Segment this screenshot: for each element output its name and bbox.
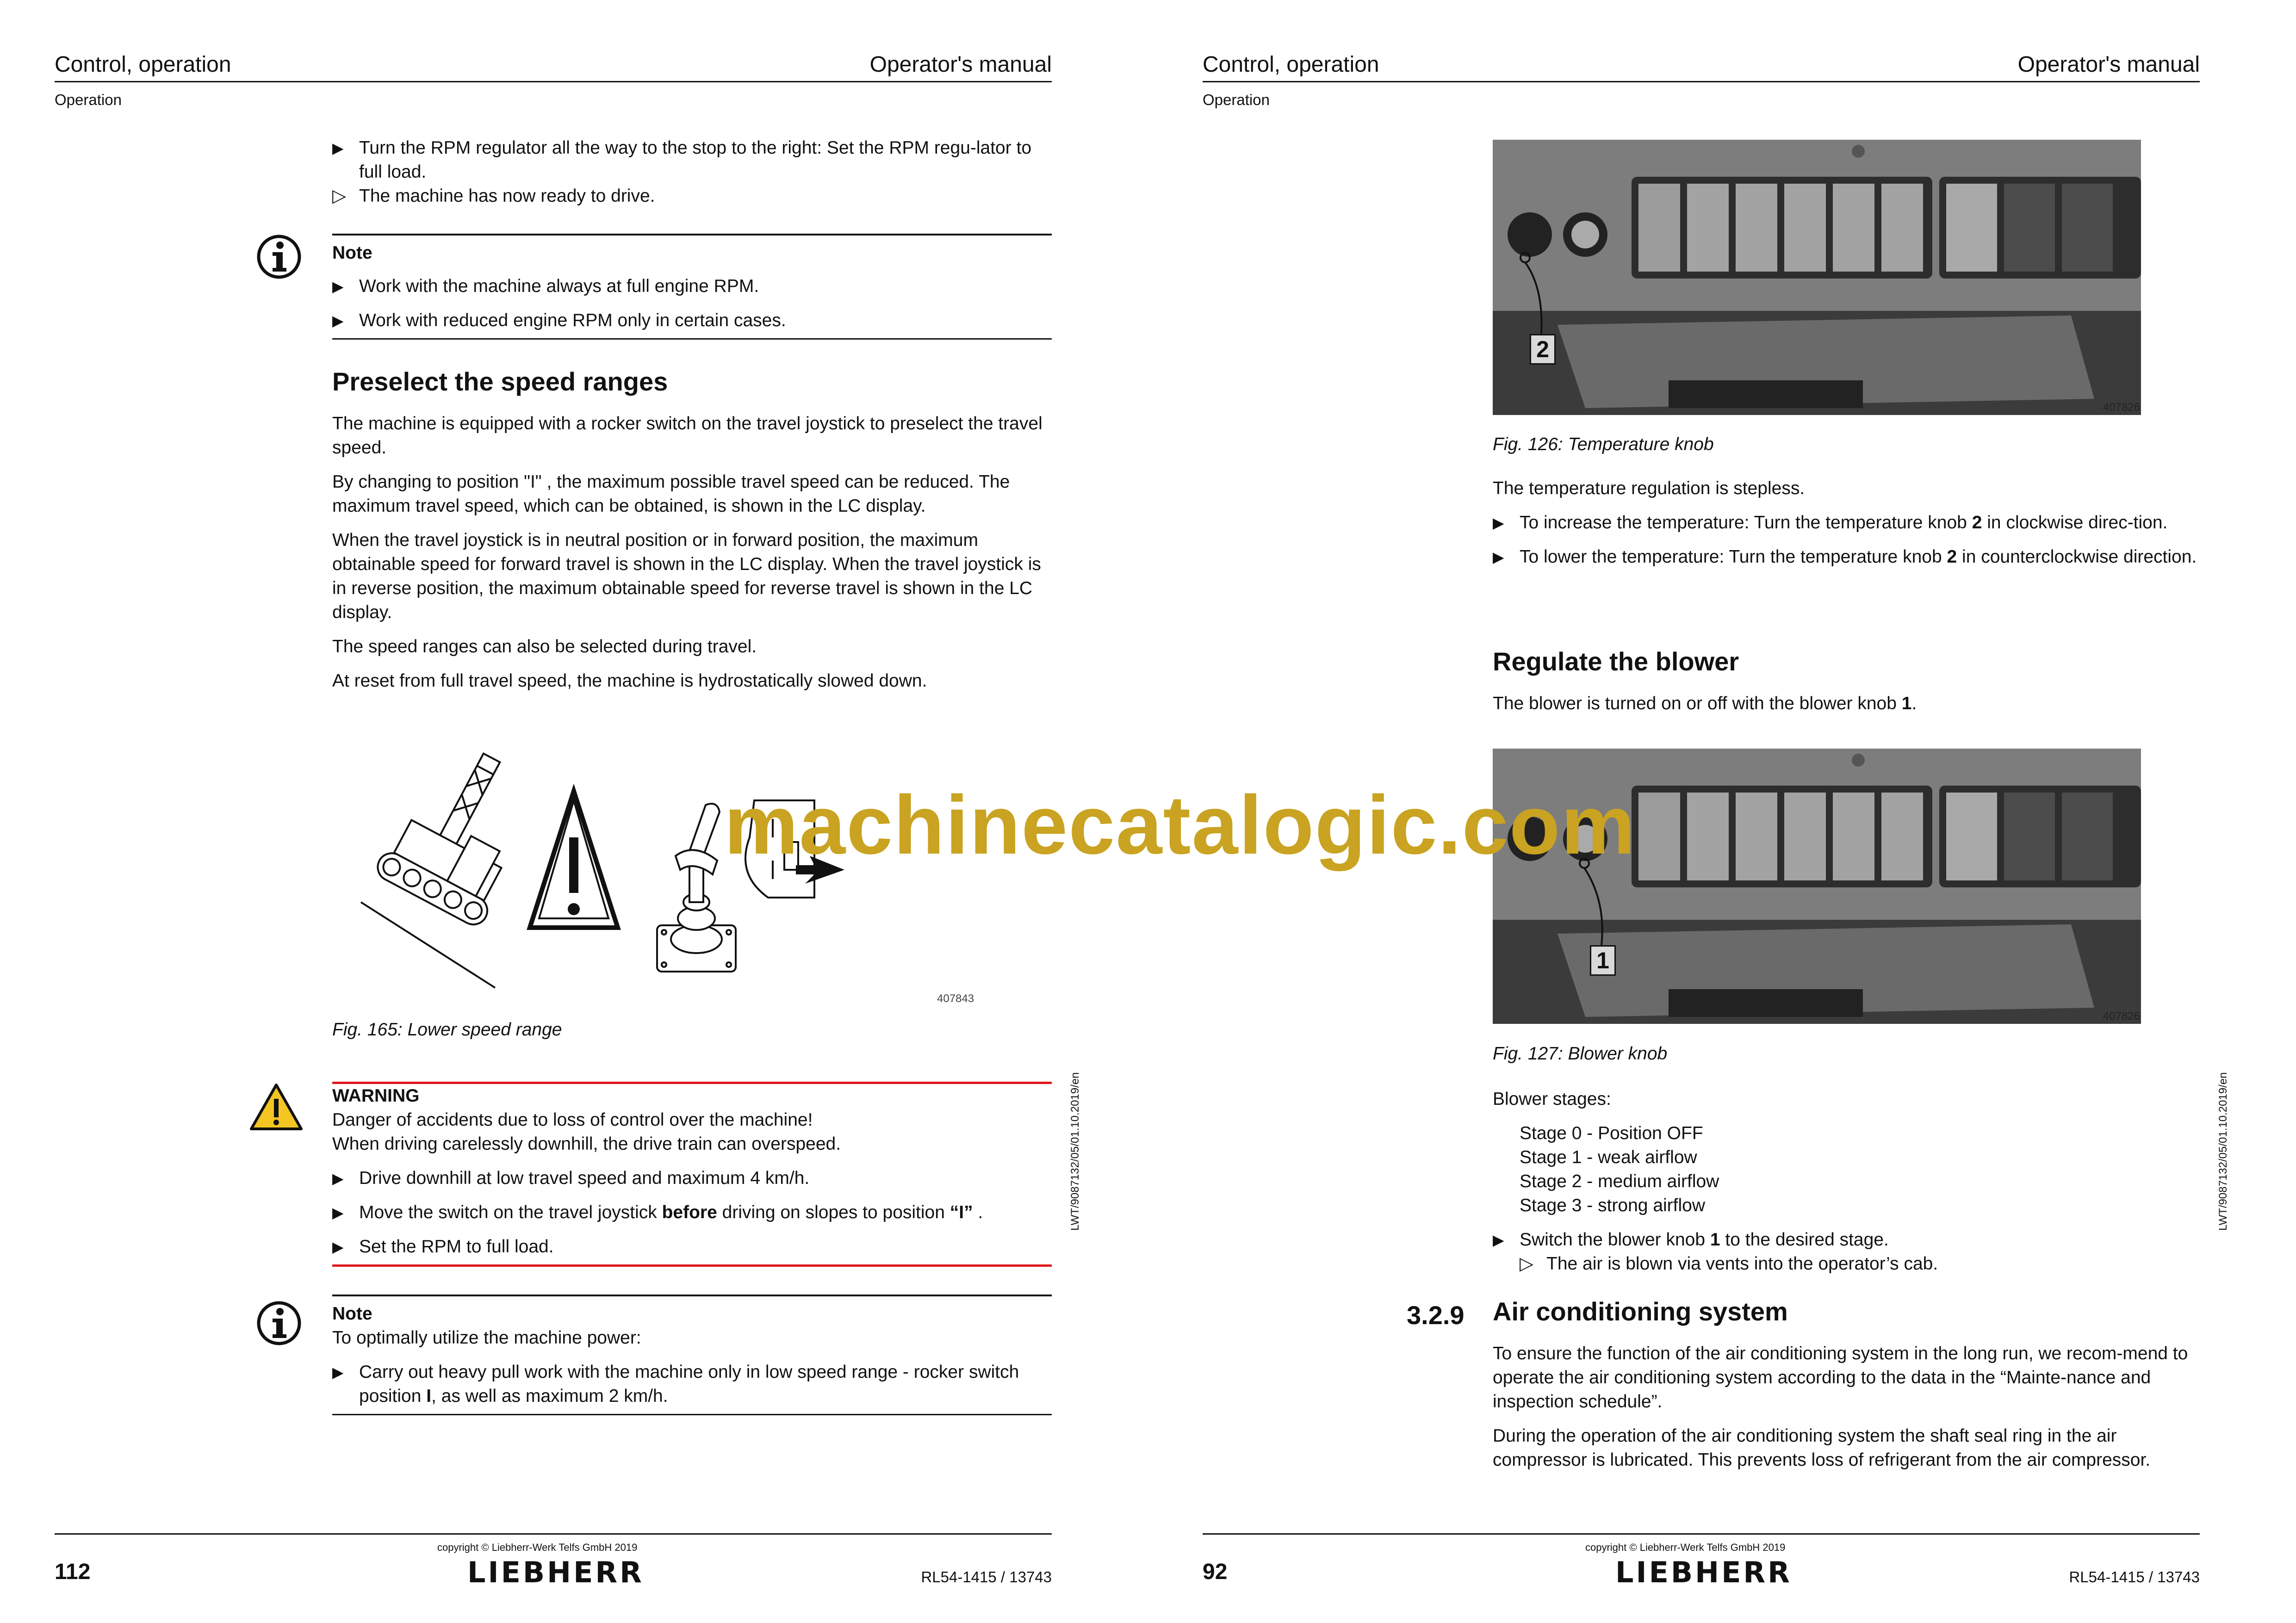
- figure-number: 407826: [2103, 401, 2140, 414]
- note-title: Note: [332, 243, 372, 263]
- document-code-vertical: LWT/9087132/05/01.10.2019/en: [2217, 1072, 2229, 1231]
- temperature-knob-photo: [1493, 140, 2141, 415]
- paragraph: At reset from full travel speed, the machine is hydrostatically slowed down.: [332, 671, 927, 691]
- warning-icon: [249, 1083, 304, 1131]
- warning-bullet: ▶ Set the RPM to full load.: [332, 1235, 1052, 1259]
- page-number: 112: [55, 1560, 91, 1584]
- result-arrow-icon: ▷: [1520, 1254, 1533, 1274]
- note-divider: [332, 1414, 1052, 1415]
- note-bullet: ▶ Work with reduced engine RPM only in certain cases.: [332, 309, 1052, 333]
- bullet-arrow-icon: ▶: [332, 1364, 344, 1381]
- document-code: RL54-1415 / 13743: [2069, 1568, 2200, 1586]
- header-title: Control, operation: [55, 52, 231, 77]
- note-box-2: [332, 1295, 1052, 1421]
- section-title: Preselect the speed ranges: [332, 367, 668, 396]
- paragraph: The temperature regulation is stepless.: [1493, 478, 1805, 498]
- stage-item: Stage 2 - medium airflow: [1520, 1171, 1719, 1191]
- bullet-arrow-icon: ▶: [1493, 1232, 1504, 1248]
- header-right: Operator's manual: [2017, 52, 2200, 77]
- figure-caption: Fig. 165: Lower speed range: [332, 1020, 562, 1040]
- section-title: Air conditioning system: [1493, 1297, 1788, 1326]
- liebherr-logo: LIEBHERR: [467, 1555, 644, 1589]
- stage-item: Stage 1 - weak airflow: [1520, 1147, 1697, 1167]
- instruction-result: ▷ The air is blown via vents into the operator’s cab.: [1520, 1252, 2212, 1276]
- bullet-arrow-icon: ▶: [332, 278, 344, 295]
- header-right: Operator's manual: [869, 52, 1052, 77]
- info-icon: [256, 1300, 302, 1346]
- callout-line: [1493, 140, 1585, 339]
- stages-title: Blower stages:: [1493, 1089, 1611, 1109]
- footer-divider: [55, 1533, 1052, 1535]
- blower-stages: [1493, 1087, 2212, 1276]
- header-divider: [1203, 81, 2200, 82]
- callout-label: 1: [1590, 945, 1616, 976]
- paragraph: The machine is equipped with a rocker switch on the travel joystick to preselect the travel speed.: [332, 414, 1043, 458]
- stage-item: Stage 3 - strong airflow: [1520, 1196, 1706, 1215]
- paragraph: The speed ranges can also be selected during travel.: [332, 637, 757, 657]
- paragraph: The blower is turned on or off with the blower knob 1.: [1493, 694, 1917, 713]
- watermark: machinecatalogic.com: [724, 779, 1636, 872]
- paragraph: When the travel joystick is in neutral position or in forward position, the maximum obtainable speed for forward travel is shown in the LC display. When the travel joystick is in reverse position, the maximum obtainable speed for reverse travel is shown in the LC display.: [332, 530, 1041, 622]
- note-divider: [332, 1295, 1052, 1296]
- speed-ranges-section: [332, 365, 1052, 703]
- figure-caption: Fig. 127: Blower knob: [1493, 1044, 1668, 1064]
- page-number: 92: [1203, 1560, 1228, 1584]
- info-icon: [256, 234, 302, 280]
- blower-section: [1493, 645, 2212, 726]
- warning-box: [332, 1082, 1052, 1267]
- stage-item: Stage 0 - Position OFF: [1520, 1123, 1703, 1143]
- subheader: Operation: [1203, 91, 1270, 108]
- subheader: Operation: [55, 91, 122, 108]
- warning-title: WARNING: [332, 1086, 420, 1106]
- note-bullet: ▶ Carry out heavy pull work with the machine only in low speed range - rocker switch position I, as well as maximum 2 km/h.: [332, 1360, 1052, 1408]
- instruction-bullet: ▶ To increase the temperature: Turn the temperature knob 2 in clockwise direc-tion.: [1493, 511, 2212, 535]
- document-code: RL54-1415 / 13743: [921, 1568, 1052, 1586]
- callout-label: 2: [1530, 334, 1556, 365]
- bullet-arrow-icon: ▶: [332, 1204, 344, 1221]
- bullet-arrow-icon: ▶: [332, 1239, 344, 1255]
- instruction-result: ▷ The machine has now ready to drive.: [332, 184, 1052, 208]
- temperature-section: [1493, 477, 2212, 579]
- warning-divider: [332, 1264, 1052, 1267]
- figure-caption: Fig. 126: Temperature knob: [1493, 434, 1714, 454]
- bullet-arrow-icon: ▶: [332, 312, 344, 329]
- paragraph: By changing to position "I" , the maximum possible travel speed can be reduced. The maximum travel speed, which can be obtained, is shown in the LC display.: [332, 472, 1010, 516]
- top-instructions: [332, 136, 1052, 208]
- note-divider: [332, 338, 1052, 340]
- section-title: Regulate the blower: [1493, 647, 1739, 676]
- note-title: Note: [332, 1304, 372, 1324]
- instruction-bullet: ▶ To lower the temperature: Turn the temperature knob 2 in counterclockwise direction.: [1493, 545, 2212, 569]
- header-title: Control, operation: [1203, 52, 1379, 77]
- figure-number: 407826: [2103, 1010, 2140, 1022]
- liebherr-logo: LIEBHERR: [1615, 1555, 1792, 1589]
- bullet-arrow-icon: ▶: [1493, 514, 1504, 531]
- note-box-1: [332, 234, 1052, 345]
- note-divider: [332, 234, 1052, 235]
- figure-number: 407843: [937, 992, 974, 1005]
- instruction-bullet: ▶ Turn the RPM regulator all the way to the stop to the right: Set the RPM regu-lator to full load.: [332, 136, 1052, 184]
- note-bullet: ▶ Work with the machine always at full engine RPM.: [332, 274, 1052, 298]
- warning-text: Danger of accidents due to loss of control over the machine!: [332, 1110, 813, 1130]
- warning-text: When driving carelessly downhill, the drive train can overspeed.: [332, 1134, 841, 1154]
- paragraph: To ensure the function of the air conditioning system in the long run, we recom-mend to operate the air conditioning system according to the data in the “Mainte-nance and inspection schedule”.: [1493, 1344, 2188, 1412]
- bullet-arrow-icon: ▶: [1493, 549, 1504, 565]
- bullet-arrow-icon: ▶: [332, 140, 344, 156]
- section-number: 3.2.9: [1407, 1301, 1464, 1330]
- result-arrow-icon: ▷: [332, 186, 346, 206]
- note-text: To optimally utilize the machine power:: [332, 1328, 641, 1348]
- footer-copyright: copyright © Liebherr-Werk Telfs GmbH 2019: [437, 1542, 638, 1553]
- bullet-arrow-icon: ▶: [332, 1170, 344, 1187]
- instruction-bullet: ▶ Switch the blower knob 1 to the desired stage.: [1493, 1228, 2212, 1252]
- air-conditioning-section: [1493, 1295, 2212, 1482]
- warning-bullet: ▶ Move the switch on the travel joystick before driving on slopes to position “I” .: [332, 1201, 1052, 1225]
- footer-divider: [1203, 1533, 2200, 1535]
- document-code-vertical: LWT/9087132/05/01.10.2019/en: [1069, 1072, 1081, 1231]
- paragraph: During the operation of the air conditioning system the shaft seal ring in the air compressor is lubricated. This prevents loss of refrigerant from the air compressor.: [1493, 1426, 2151, 1470]
- control-panel-image: [1493, 140, 2141, 415]
- warning-bullet: ▶ Drive downhill at low travel speed and maximum 4 km/h.: [332, 1166, 1052, 1190]
- footer-copyright: copyright © Liebherr-Werk Telfs GmbH 2019: [1585, 1542, 1786, 1553]
- header-divider: [55, 81, 1052, 82]
